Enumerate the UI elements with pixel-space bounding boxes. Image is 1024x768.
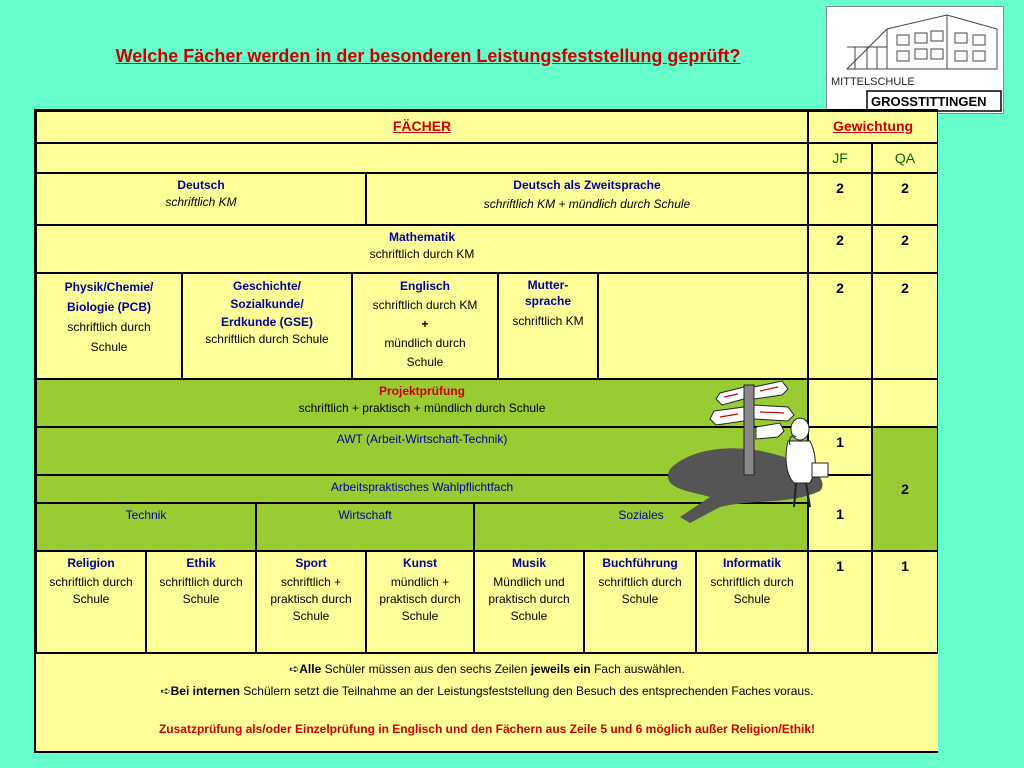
cell-wirtschaft: Wirtschaft (256, 503, 474, 551)
footer-notes (36, 653, 938, 751)
text: Schüler müssen aus den sechs Zeilen (321, 662, 531, 676)
row1-qa: 2 (872, 173, 938, 225)
subject-detail: schriftlich + praktisch + mündlich durch Schule (298, 401, 546, 415)
row2-jf: 2 (808, 225, 872, 273)
cell-ethik (146, 551, 256, 653)
subject-detail: schriftlich durch KM (369, 247, 475, 261)
subject-detail-2: Schule (90, 340, 128, 354)
subject-name: Religion (67, 556, 115, 570)
arrow-icon: ➪ (289, 662, 300, 676)
arrow-icon: ➪ (160, 684, 171, 698)
plus-sign: + (421, 317, 429, 331)
cell-deutsch (36, 173, 366, 225)
subject-name: Deutsch als Zweitsprache (513, 178, 661, 192)
subject-detail: schriftlich durch Schule (205, 332, 329, 346)
subject-name: Musik (511, 556, 546, 570)
header-empty (36, 143, 808, 173)
subject-name: Geschichte/ (232, 279, 302, 293)
logo-line2: GROSSTITTINGEN (871, 94, 987, 109)
subject-name: Englisch (399, 279, 450, 293)
cell-buchfuehrung (584, 551, 696, 653)
cell-empty-row3 (598, 273, 808, 379)
row5-jf: 1 (808, 427, 872, 475)
subject-name: Buchführung (602, 556, 678, 570)
subject-detail: Mündlich und praktisch durch Schule (488, 575, 570, 623)
subjects-table (34, 109, 938, 753)
subject-name: Informatik (722, 556, 781, 570)
subject-detail-2: mündlich durch Schule (384, 336, 466, 369)
subject-detail: schriftlich durch Schule (159, 575, 243, 606)
subject-detail: schriftlich durch (67, 320, 151, 334)
text-2: Fach auswählen. (590, 662, 685, 676)
signpost-illustration (660, 379, 840, 523)
cell-daz (366, 173, 808, 225)
school-logo (826, 6, 1004, 114)
cell-sport (256, 551, 366, 653)
cell-wahlpflicht: Arbeitspraktisches Wahlpflichtfach (36, 475, 808, 503)
footer-line-3: Zusatzprüfung als/oder Einzelprüfung in Englisch und den Fächern aus Zeile 5 und 6 möglich außer Religion/Ethik! (158, 722, 816, 736)
subject-name: Mutter-sprache (524, 278, 572, 308)
footer-line-2 (36, 680, 938, 702)
row3-qa: 2 (872, 273, 938, 379)
cell-pcb (36, 273, 182, 379)
row7-jf: 1 (808, 551, 872, 653)
cell-soziales: Soziales (474, 503, 808, 551)
bold-text-2: jeweils ein (530, 662, 591, 676)
subject-name-2: Sozialkunde/ (230, 297, 304, 311)
row7-qa: 1 (872, 551, 938, 653)
subject-detail: schriftlich + praktisch durch Schule (270, 575, 352, 623)
subject-detail: schriftlich durch Schule (710, 575, 794, 606)
cell-kunst (366, 551, 474, 653)
cell-informatik (696, 551, 808, 653)
subject-name: Projektprüfung (379, 384, 465, 398)
subject-name: Deutsch (177, 178, 225, 192)
page-title: Welche Fächer werden in der besonderen Leistungsfeststellung geprüft? (115, 46, 741, 66)
header-qa: QA (872, 143, 938, 173)
subject-detail: schriftlich KM (512, 314, 584, 328)
subject-name: Physik/Chemie/ (64, 280, 154, 294)
row6-jf: 1 (808, 475, 872, 551)
row3-jf: 2 (808, 273, 872, 379)
subject-detail: schriftlich durch Schule (598, 575, 682, 606)
header-gewichtung: Gewichtung (808, 111, 938, 143)
cell-awt: AWT (Arbeit-Wirtschaft-Technik) (36, 427, 808, 475)
bold-text: Bei internen (170, 684, 240, 698)
cell-englisch (352, 273, 498, 379)
header-faecher: FÄCHER (36, 111, 808, 143)
subject-name-3: Erdkunde (GSE) (220, 315, 313, 329)
subject-name: Sport (295, 556, 327, 570)
cell-muttersprache (498, 273, 598, 379)
subject-name: Mathematik (388, 230, 456, 244)
row1-jf: 2 (808, 173, 872, 225)
text: Schülern setzt die Teilnahme an der Leistungsfeststellung den Besuch des entsprechenden Faches voraus. (239, 684, 814, 698)
subject-name: Kunst (403, 556, 437, 570)
cell-religion (36, 551, 146, 653)
subject-name: Ethik (186, 556, 216, 570)
cell-mathematik (36, 225, 808, 273)
cell-gse (182, 273, 352, 379)
cell-musik (474, 551, 584, 653)
bold-text: Alle (299, 662, 322, 676)
logo-line1: MITTELSCHULE (831, 76, 915, 88)
subject-name-2: Biologie (PCB) (67, 300, 151, 314)
footer-line-1 (36, 658, 938, 680)
subject-detail: mündlich + praktisch durch Schule (379, 575, 461, 623)
school-building-sketch (827, 7, 1004, 114)
header-jf: JF (808, 143, 872, 173)
row2-qa: 2 (872, 225, 938, 273)
subject-detail: schriftlich KM (165, 195, 237, 209)
subject-detail: schriftlich durch Schule (49, 575, 133, 606)
subject-detail: schriftlich durch KM (372, 298, 478, 312)
cell-technik: Technik (36, 503, 256, 551)
row4-qa (872, 379, 938, 427)
subject-detail: schriftlich KM + mündlich durch Schule (483, 197, 691, 211)
awt-wahl-qa: 2 (872, 427, 938, 551)
